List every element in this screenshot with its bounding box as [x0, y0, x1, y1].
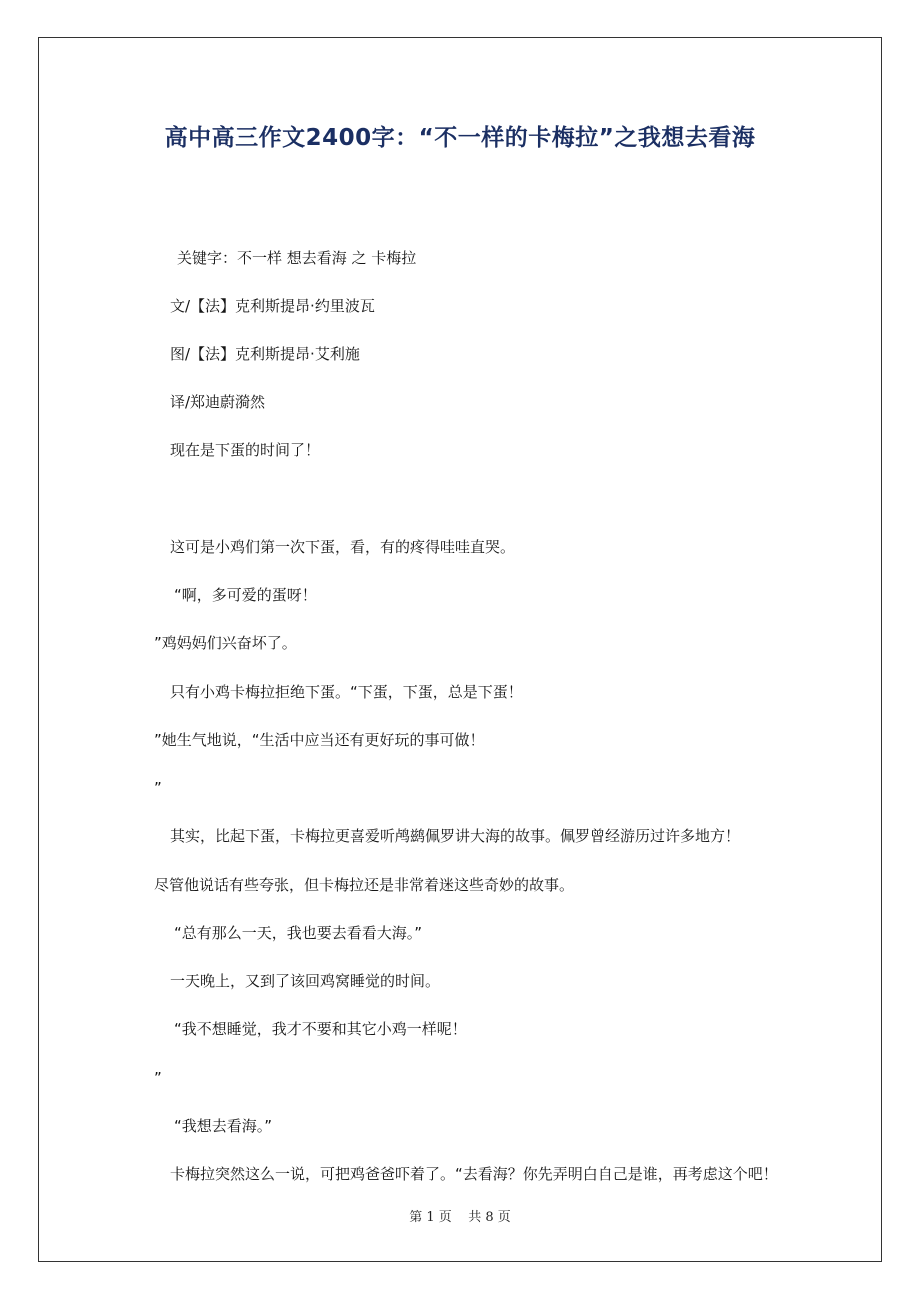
paragraph: 其实，比起下蛋，卡梅拉更喜爱听鸬鹚佩罗讲大海的故事。佩罗曾经游历过许多地方！ [170, 827, 741, 845]
paragraph: 一天晚上，又到了该回鸡窝睡觉的时间。 [170, 972, 441, 990]
paragraph: 这可是小鸡们第一次下蛋，看，有的疼得哇哇直哭。 [170, 538, 516, 556]
paragraph: 卡梅拉突然这么一说，可把鸡爸爸吓着了。“去看海？你先弄明白自己是谁，再考虑这个吧！ [170, 1165, 778, 1183]
paragraph: ”她生气地说，“生活中应当还有更好玩的事可做！ [154, 731, 485, 749]
paragraph: 现在是下蛋的时间了！ [170, 441, 321, 459]
paragraph: 只有小鸡卡梅拉拒绝下蛋。“下蛋，下蛋，总是下蛋！ [170, 683, 523, 701]
keywords-line: 关键字：不一样 想去看海 之 卡梅拉 [177, 249, 417, 267]
author-line: 文/【法】克利斯提昂·约里波瓦 [170, 297, 375, 315]
document-title: 高中高三作文2400字：“不一样的卡梅拉”之我想去看海 [164, 125, 756, 151]
paragraph: 尽管他说话有些夸张，但卡梅拉还是非常着迷这些奇妙的故事。 [154, 876, 575, 894]
paragraph: “我不想睡觉，我才不要和其它小鸡一样呢！ [174, 1020, 467, 1038]
paragraph: ” [154, 779, 162, 797]
paragraph: ” [154, 1069, 162, 1087]
illustrator-line: 图/【法】克利斯提昂·艾利施 [170, 345, 360, 363]
translator-line: 译/郑迪蔚漪然 [170, 393, 266, 411]
paragraph: “啊，多可爱的蛋呀！ [174, 586, 317, 604]
paragraph: ”鸡妈妈们兴奋坏了。 [154, 634, 297, 652]
page-number-footer: 第 1 页 共 8 页 [409, 1210, 511, 1225]
paragraph: “总有那么一天，我也要去看看大海。” [174, 924, 423, 942]
paragraph: “我想去看海。” [174, 1117, 273, 1135]
